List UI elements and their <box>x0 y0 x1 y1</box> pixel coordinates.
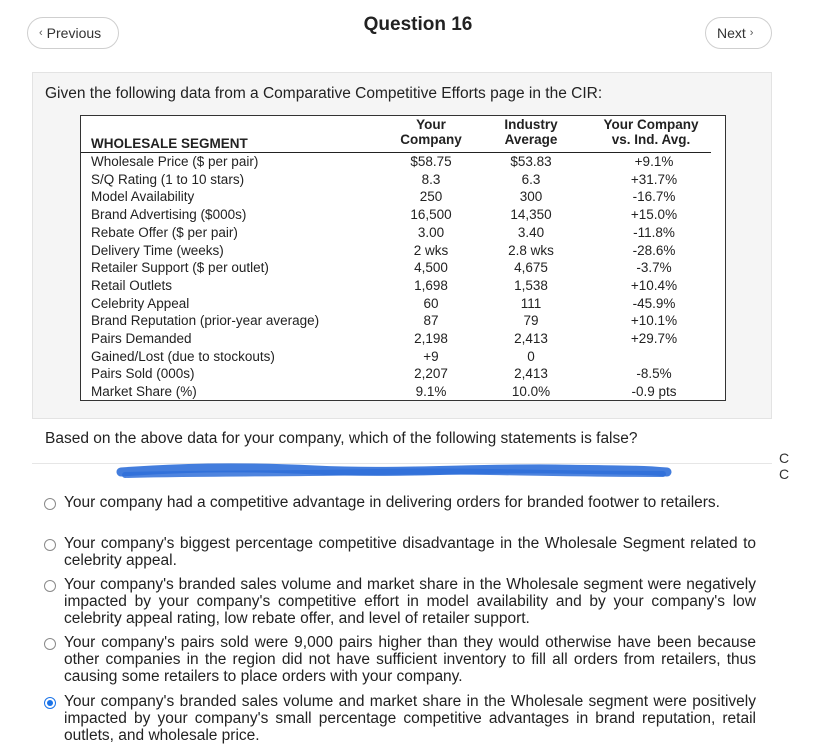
answer-option-text: Your company's biggest percentage competitive disadvantage in the Wholesale Segment related to celebrity appeal. <box>64 535 756 569</box>
header-vs-line2: vs. Ind. Avg. <box>611 132 691 147</box>
table-row <box>81 224 721 242</box>
header-industry-line2: Average <box>504 132 558 147</box>
radio-unchecked-icon[interactable] <box>44 498 56 510</box>
row-label: S/Q Rating (1 to 10 stars) <box>91 171 245 187</box>
row-your-company: 2 wks <box>413 242 449 258</box>
header-industry-line1: Industry <box>504 117 558 132</box>
table-row <box>81 242 721 260</box>
row-label: Rebate Offer ($ per pair) <box>91 224 238 240</box>
edge-glyphs: C C <box>779 450 790 482</box>
row-your-company: 2,198 <box>414 331 448 346</box>
row-industry-average: 10.0% <box>511 384 551 400</box>
intro-text: Given the following data from a Comparative Competitive Efforts page in the CIR: <box>45 85 603 102</box>
answer-option-1[interactable] <box>44 494 756 511</box>
row-vs-industry: -3.7% <box>636 260 672 276</box>
table-row <box>81 188 721 206</box>
row-vs-industry: +10.1% <box>630 313 678 329</box>
row-your-company: +9 <box>423 348 439 364</box>
answer-option-3[interactable] <box>44 576 756 627</box>
table-row <box>81 206 721 224</box>
row-your-company: 250 <box>419 189 443 205</box>
row-vs-industry: +15.0% <box>630 207 678 223</box>
row-industry-average: 2.8 wks <box>508 242 554 258</box>
row-label: Market Share (%) <box>91 384 197 400</box>
row-industry-average: 0 <box>527 348 535 364</box>
answer-option-text: Your company's branded sales volume and market share in the Wholesale segment were negatively impacted by your company's competitive effort in model availability and by your company's low celebrity appeal rating, low rebate offer, and level of retailer support. <box>64 576 756 627</box>
header-industry-average <box>491 117 571 147</box>
row-your-company: 1,698 <box>414 277 448 293</box>
question-panel <box>32 72 772 419</box>
previous-label: Previous <box>46 25 102 41</box>
answer-option-2[interactable] <box>44 535 756 569</box>
row-your-company: 2,207 <box>414 366 448 382</box>
row-your-company: 4,500 <box>414 260 448 276</box>
next-label: Next <box>717 25 746 41</box>
table-row <box>81 348 721 366</box>
chevron-right-icon: › <box>749 27 754 39</box>
row-industry-average: 300 <box>519 189 543 205</box>
answer-option-4[interactable] <box>44 634 756 685</box>
radio-unchecked-icon[interactable] <box>44 638 56 650</box>
row-vs-industry: +10.4% <box>630 277 678 293</box>
question-title: Question 16 <box>363 14 473 35</box>
table-row <box>81 277 721 295</box>
row-your-company: 3.00 <box>417 224 445 240</box>
row-label: Pairs Demanded <box>91 331 192 346</box>
answer-option-text: Your company had a competitive advantage in delivering orders for branded footwer to retailers. <box>64 494 720 511</box>
chevron-left-icon: ‹ <box>39 27 43 39</box>
row-label: Retailer Support ($ per outlet) <box>91 260 269 276</box>
row-label: Retail Outlets <box>91 277 173 293</box>
row-industry-average: $53.83 <box>510 154 552 169</box>
row-vs-industry: -28.6% <box>632 242 676 258</box>
row-label: Wholesale Price ($ per pair) <box>91 154 259 169</box>
table-row <box>81 295 721 313</box>
row-your-company: 16,500 <box>410 207 452 223</box>
row-vs-industry: -0.9 pts <box>631 384 677 400</box>
answer-option-text: Your company's pairs sold were 9,000 pairs higher than they would otherwise have been because other companies in the region did not have sufficient inventory to fill all orders from retailers, thus causing some retailers to place orders with your company. <box>64 634 756 685</box>
row-industry-average: 6.3 <box>521 171 541 187</box>
table-row <box>81 365 721 383</box>
row-label: Brand Reputation (prior-year average) <box>91 313 320 329</box>
table-row <box>81 171 721 189</box>
row-vs-industry: +31.7% <box>630 171 678 187</box>
row-label: Gained/Lost (due to stockouts) <box>91 348 275 364</box>
header-vs-industry <box>586 117 716 147</box>
table-row <box>81 312 721 330</box>
row-industry-average: 4,675 <box>514 260 548 276</box>
row-your-company: 87 <box>423 313 439 329</box>
header-your-company <box>391 117 471 147</box>
header-your-company-line2: Company <box>400 132 462 147</box>
row-industry-average: 79 <box>523 313 539 329</box>
row-industry-average: 2,413 <box>514 366 548 382</box>
answer-option-5[interactable] <box>44 693 756 744</box>
row-label: Brand Advertising ($000s) <box>91 207 247 223</box>
row-industry-average: 14,350 <box>510 207 552 223</box>
radio-unchecked-icon[interactable] <box>44 539 56 551</box>
row-label: Delivery Time (weeks) <box>91 242 224 258</box>
row-industry-average: 3.40 <box>517 224 545 240</box>
row-industry-average: 2,413 <box>514 331 548 346</box>
table-row <box>81 383 721 401</box>
answer-option-text: Your company's branded sales volume and market share in the Wholesale segment were positively impacted by your company's small percentage competitive advantages in brand reputation, retail outlets, and wholesale price. <box>64 693 756 744</box>
row-label: Celebrity Appeal <box>91 295 190 311</box>
radio-unchecked-icon[interactable] <box>44 580 56 592</box>
row-vs-industry: +29.7% <box>630 331 678 346</box>
cir-table <box>80 115 726 401</box>
row-vs-industry: -45.9% <box>632 295 676 311</box>
row-your-company: 8.3 <box>421 171 441 187</box>
header-vs-line1: Your Company <box>603 117 699 132</box>
table-row <box>81 259 721 277</box>
table-row <box>81 330 721 348</box>
row-vs-industry: -8.5% <box>636 366 672 382</box>
row-industry-average: 111 <box>520 295 542 311</box>
row-your-company: 9.1% <box>415 384 447 400</box>
row-vs-industry: -11.8% <box>633 224 675 240</box>
header-segment: WHOLESALE SEGMENT <box>91 136 248 151</box>
row-vs-industry: +9.1% <box>634 154 674 169</box>
radio-checked-icon[interactable] <box>44 697 56 709</box>
row-label: Model Availability <box>91 189 195 205</box>
row-your-company: $58.75 <box>410 154 452 169</box>
row-industry-average: 1,538 <box>514 277 548 293</box>
question-text: Based on the above data for your company, which of the following statements is false? <box>45 430 638 447</box>
row-vs-industry: -16.7% <box>632 189 676 205</box>
table-row <box>81 153 721 171</box>
header-your-company-line1: Your <box>416 117 446 132</box>
redaction-scribble <box>115 460 675 484</box>
next-button[interactable] <box>705 17 772 49</box>
row-label: Pairs Sold (000s) <box>91 366 195 382</box>
row-your-company: 60 <box>423 295 439 311</box>
